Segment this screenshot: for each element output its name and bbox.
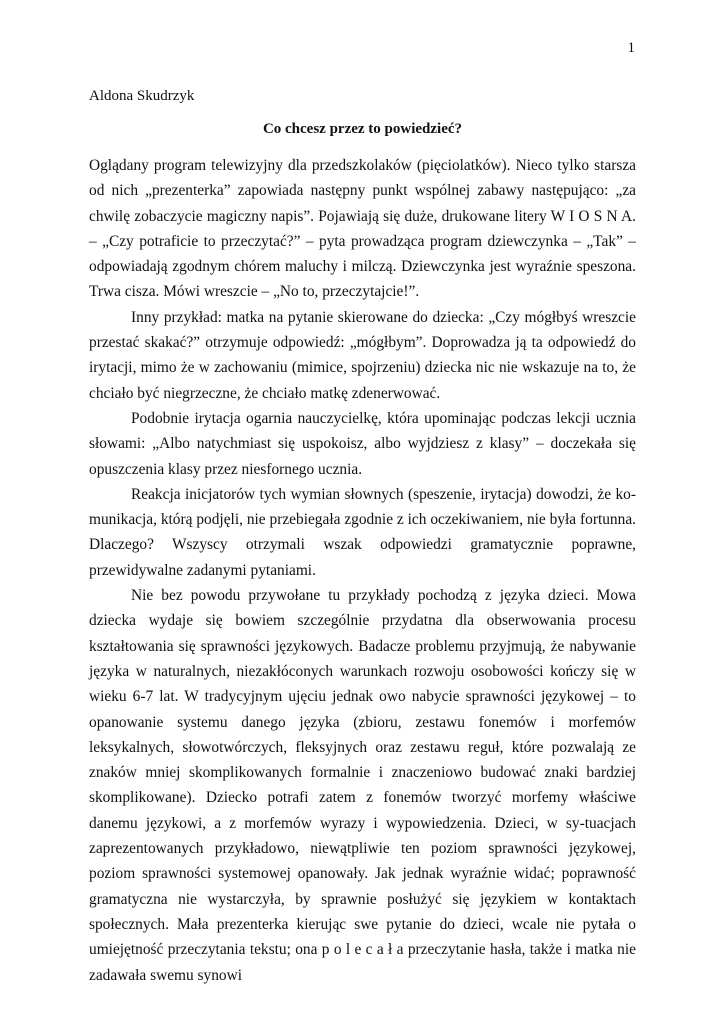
article-body	[89, 153, 636, 988]
paragraph-4: Reakcja inicjatorów tych wymian słownych (speszenie, irytacja) dowodzi, że ko-munikacja, którą podjęli, nie przebiegała zgodnie z ich oczekiwaniem, nie była fortunna. Dlaczego? Wszyscy otrzymali wszak odpowiedzi gramatycznie poprawne, przewidywalne zadanymi pytaniami.	[89, 485, 636, 579]
paragraph-5: Nie bez powodu przywołane tu przykłady pochodzą z języka dzieci. Mowa dziecka wydaje się bowiem szczególnie przydatna dla obserwowania procesu kształtowania się sprawności językowych. Badacze problemu przyjmują, że nabywanie języka w naturalnych, niezakłóconych warunkach rozwoju osobowości kończy się w wieku 6-7 lat. W tradycyjnym ujęciu jednak owo nabycie sprawności językowej – to opanowanie systemu danego języka (zbioru, zestawu fonemów i morfemów leksykalnych, słowotwórczych, fleksyjnych oraz zestawu reguł, które pozwalają ze znaków mniej skomplikowanych formalnie i znaczeniowo budować znaki bardziej skomplikowane). Dziecko potrafi zatem z fonemów tworzyć morfemy właściwe danemu językowi, a z morfemów wyrazy i wypowiedzenia. Dzieci, w sy-tuacjach zaprezentowanych przykładowo, niewątpliwie ten poziom sprawności językowej, poziom sprawności systemowej opanowały. Jak jednak wyraźnie widać; poprawność gramatyczna nie wystarczyła, by sprawnie posłużyć się językiem w kontaktach społecznych. Mała prezenterka kierując swe pytanie do dzieci, wcale nie pytała o umiejętność przeczytania tekstu; ona p o l e c a ł a przeczytanie hasła, także i matka nie zadawała swemu synowi	[89, 587, 636, 984]
paragraph-2: Inny przykład: matka na pytanie skierowane do dziecka: „Czy mógłbyś wreszcie przestać skakać?” otrzymuje odpowiedź: „mógłbym”. Doprowadza ją ta odpowiedź do irytacji, mimo że w zachowaniu (mimice, spojrzeniu) dziecka nic nie wskazuje na to, że chciało być niegrzeczne, że chciało matkę zdenerwować.	[89, 308, 636, 402]
paragraph-1: Oglądany program telewizyjny dla przedszkolaków (pięciolatków). Nieco tylko starsza od nich „prezenterka” zapowiada następny punkt wspólnej zabawy następująco: „za chwilę zobaczycie magiczny napis”. Pojawiają się duże, drukowane litery W I O S N A. – „Czy potraficie to przeczytać?” – pyta prowadząca program dziewczynka – „Tak” – odpowiadają zgodnym chórem maluchy i milczą. Dziewczynka jest wyraźnie speszona. Trwa cisza. Mówi wreszcie – „No to, przeczytajcie!”.	[89, 157, 636, 301]
paragraph-3: Podobnie irytacja ogarnia nauczycielkę, która upominając podczas lekcji ucznia słowami: „Albo natychmiast się uspokoisz, albo wyjdziesz z klasy” – doczekała się opuszczenia klasy przez niesfornego ucznia.	[89, 409, 636, 478]
author-name: Aldona Skudrzyk	[89, 88, 195, 104]
article-title: Co chcesz przez to powiedzieć?	[262, 121, 463, 137]
page-number: 1	[627, 40, 635, 56]
